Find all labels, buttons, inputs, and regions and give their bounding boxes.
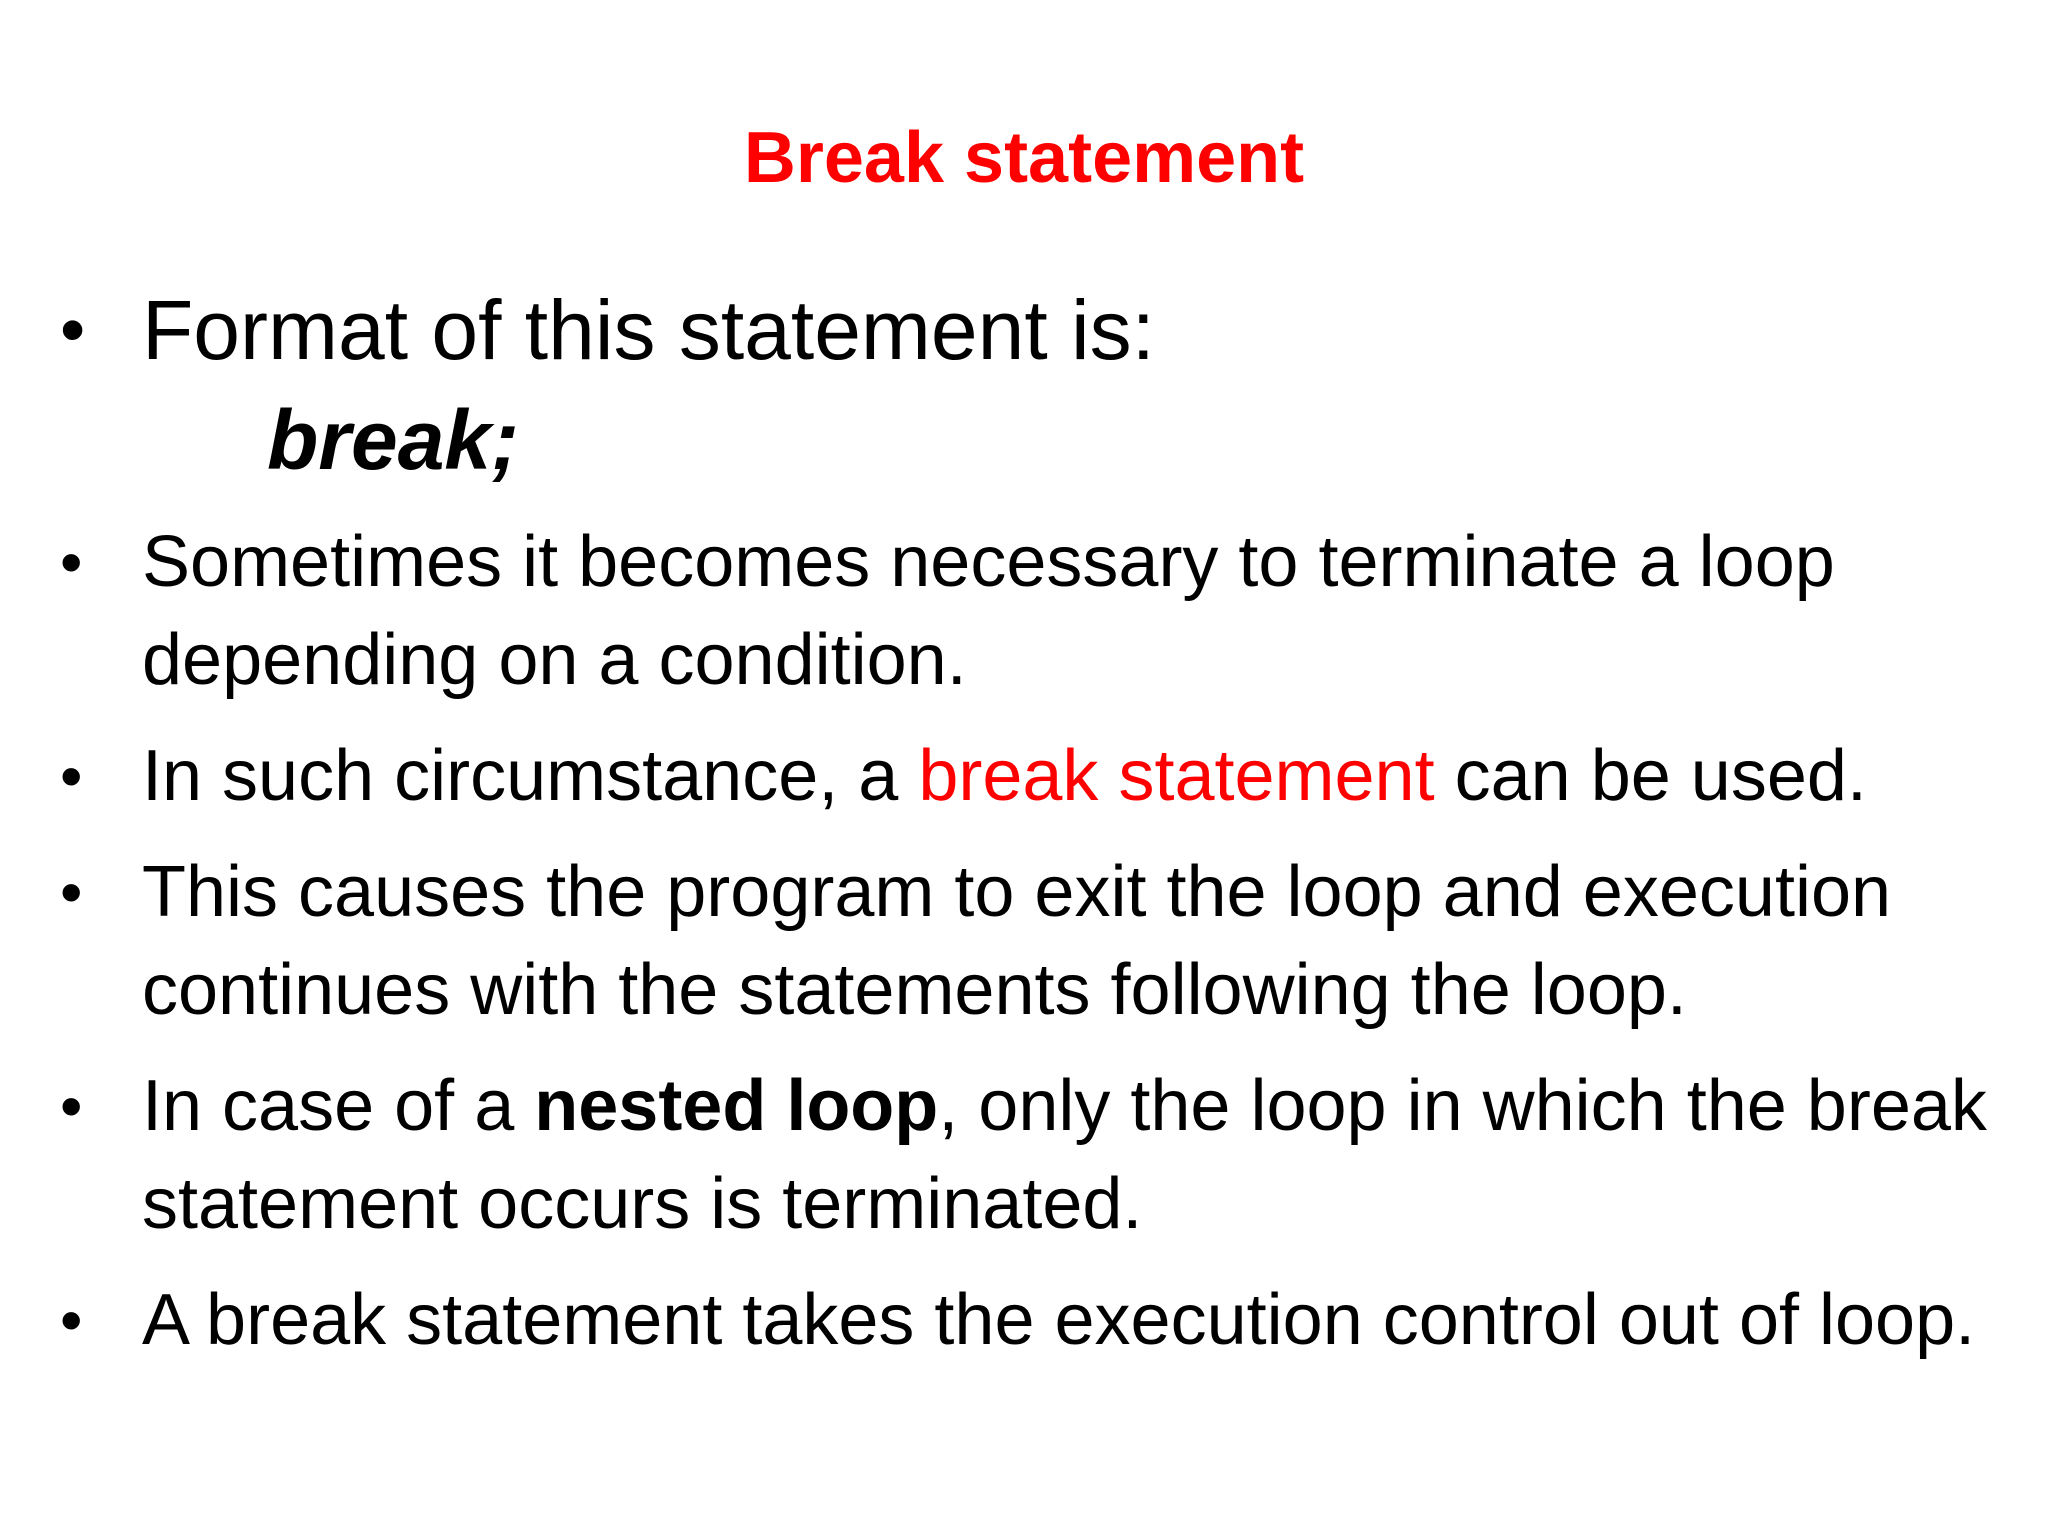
bullet-dot-icon: • [60,856,83,928]
bullet-text-post: , only the loop in which the break statement occurs is terminated. [142,1066,1987,1244]
highlight-break-statement: break statement [918,736,1435,816]
bullet-dot-icon: • [60,740,83,812]
bullet-dot-icon: • [60,1070,83,1142]
bullet-dot-icon: • [60,1284,83,1356]
bullet-text: A break statement takes the execution control out of loop. [142,1280,1976,1360]
bullet-exit-loop [60,843,2000,1039]
slide-title: Break statement [743,118,1305,198]
bullet-nested-loop [60,1057,2000,1253]
bullet-list [60,275,2000,1369]
bullet-text: Format of this statement is: [142,283,1156,377]
bullet-circumstance [60,727,2000,825]
bullet-text: Sometimes it becomes necessary to terminate a loop depending on a condition. [142,522,1835,700]
bullet-text-post: can be used. [1434,736,1867,816]
code-keyword: break; [267,393,520,487]
bullet-dot-icon: • [60,526,83,598]
bullet-text: This causes the program to exit the loop and execution continues with the statements following the loop. [142,852,1892,1030]
bullet-control-out [60,1271,2000,1369]
bullet-format [60,275,2000,495]
bullet-text-pre: In case of a [142,1066,535,1146]
bullet-dot-icon: • [60,290,86,370]
bullet-terminate [60,513,2000,709]
bullet-text-pre: In such circumstance, a [142,736,919,816]
bold-nested-loop: nested loop [534,1066,939,1146]
